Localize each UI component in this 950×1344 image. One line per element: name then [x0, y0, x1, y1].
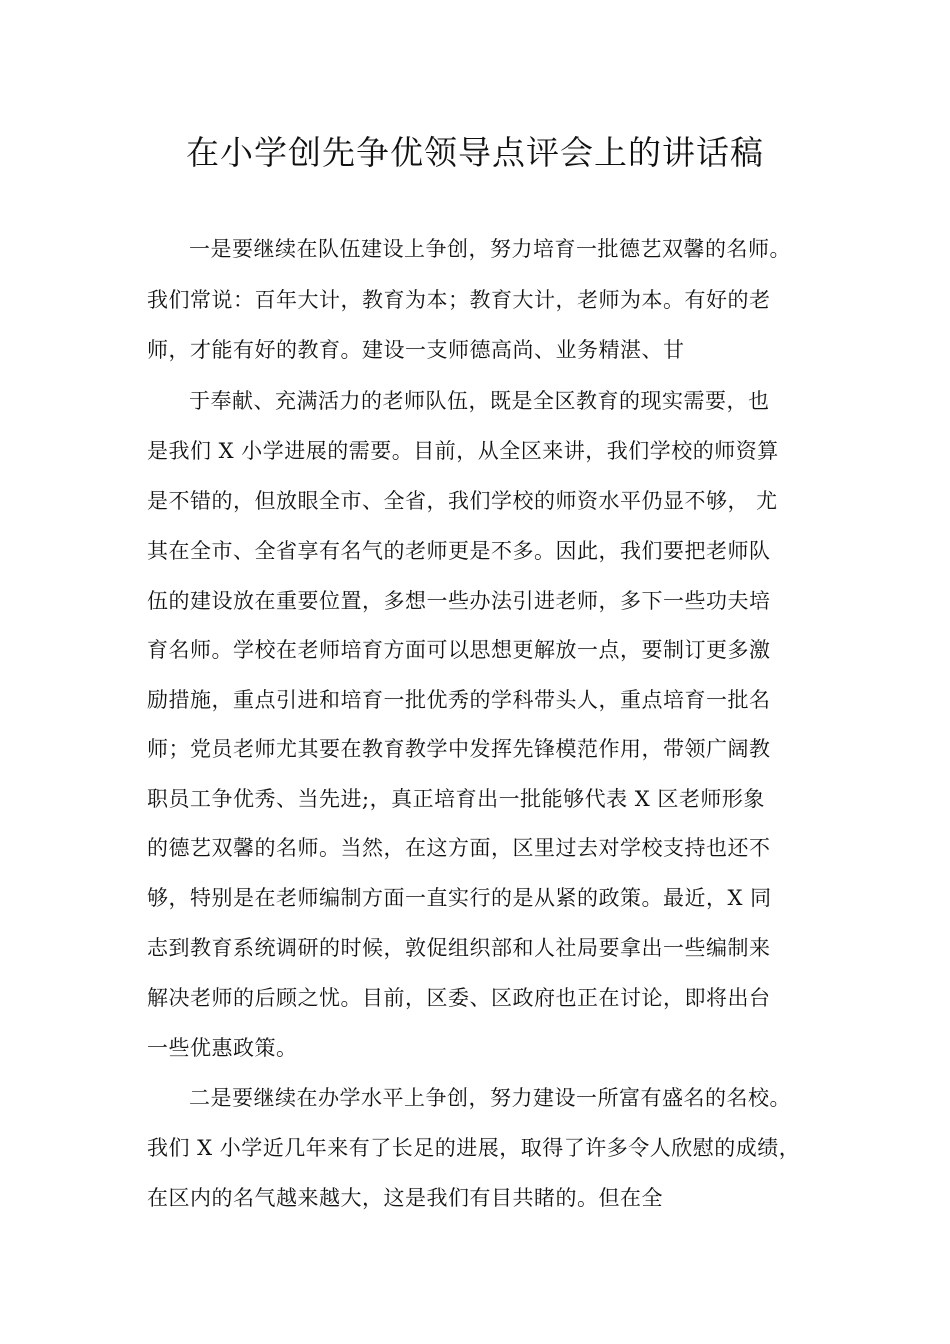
text-line: 够，特别是在老师编制方面一直实行的是从紧的政策。最近，X 同 [147, 886, 772, 910]
text-line: 一是要继续在队伍建设上争创，努力培育一批德艺双馨的名师。 [189, 237, 791, 261]
text-line: 育名师。学校在老师培育方面可以思想更解放一点，要制订更多激 [147, 638, 771, 662]
text-line: 于奉献、充满活力的老师队伍，既是全区教育的现实需要，也 [189, 389, 770, 413]
text-line: 是我们 X 小学进展的需要。目前，从全区来讲，我们学校的师资算 [147, 439, 779, 463]
text-line: 师；党员老师尤其要在教育教学中发挥先锋模范作用，带领广阔教 [147, 737, 771, 761]
text-line: 志到教育系统调研的时候，敦促组织部和人社局要拿出一些编制来 [147, 936, 771, 960]
text-line: 在区内的名气越来越大，这是我们有目共睹的。但在全 [147, 1186, 663, 1210]
text-line: 我们常说：百年大计，教育为本；教育大计，老师为本。有好的老 [147, 288, 771, 312]
text-line: 一些优惠政策。 [147, 1036, 298, 1060]
text-line: 伍的建设放在重要位置，多想一些办法引进老师，多下一些功夫培 [147, 589, 771, 613]
text-line: 解决老师的后顾之忧。目前，区委、区政府也正在讨论，即将出台 [147, 986, 771, 1010]
text-line: 我们 X 小学近几年来有了长足的进展，取得了许多令人欣慰的成绩， [147, 1136, 801, 1160]
text-line: 二是要继续在办学水平上争创，努力建设一所富有盛名的名校。 [189, 1086, 791, 1110]
text-line: 励措施，重点引进和培育一批优秀的学科带头人，重点培育一批名 [147, 688, 771, 712]
text-line: 职员工争优秀、当先进;，真正培育出一批能够代表 X 区老师形象 [147, 787, 765, 811]
text-line: 其在全市、全省享有名气的老师更是不多。因此，我们要把老师队 [147, 539, 771, 563]
text-line: 是不错的，但放眼全市、全省，我们学校的师资水平仍显不够， 尤 [147, 489, 778, 513]
document-title: 在小学创先争优领导点评会上的讲话稿 [186, 133, 764, 172]
text-line: 师，才能有好的教育。建设一支师德高尚、业务精湛、甘 [147, 338, 685, 362]
text-line: 的德艺双馨的名师。当然，在这方面，区里过去对学校支持也还不 [147, 836, 771, 860]
